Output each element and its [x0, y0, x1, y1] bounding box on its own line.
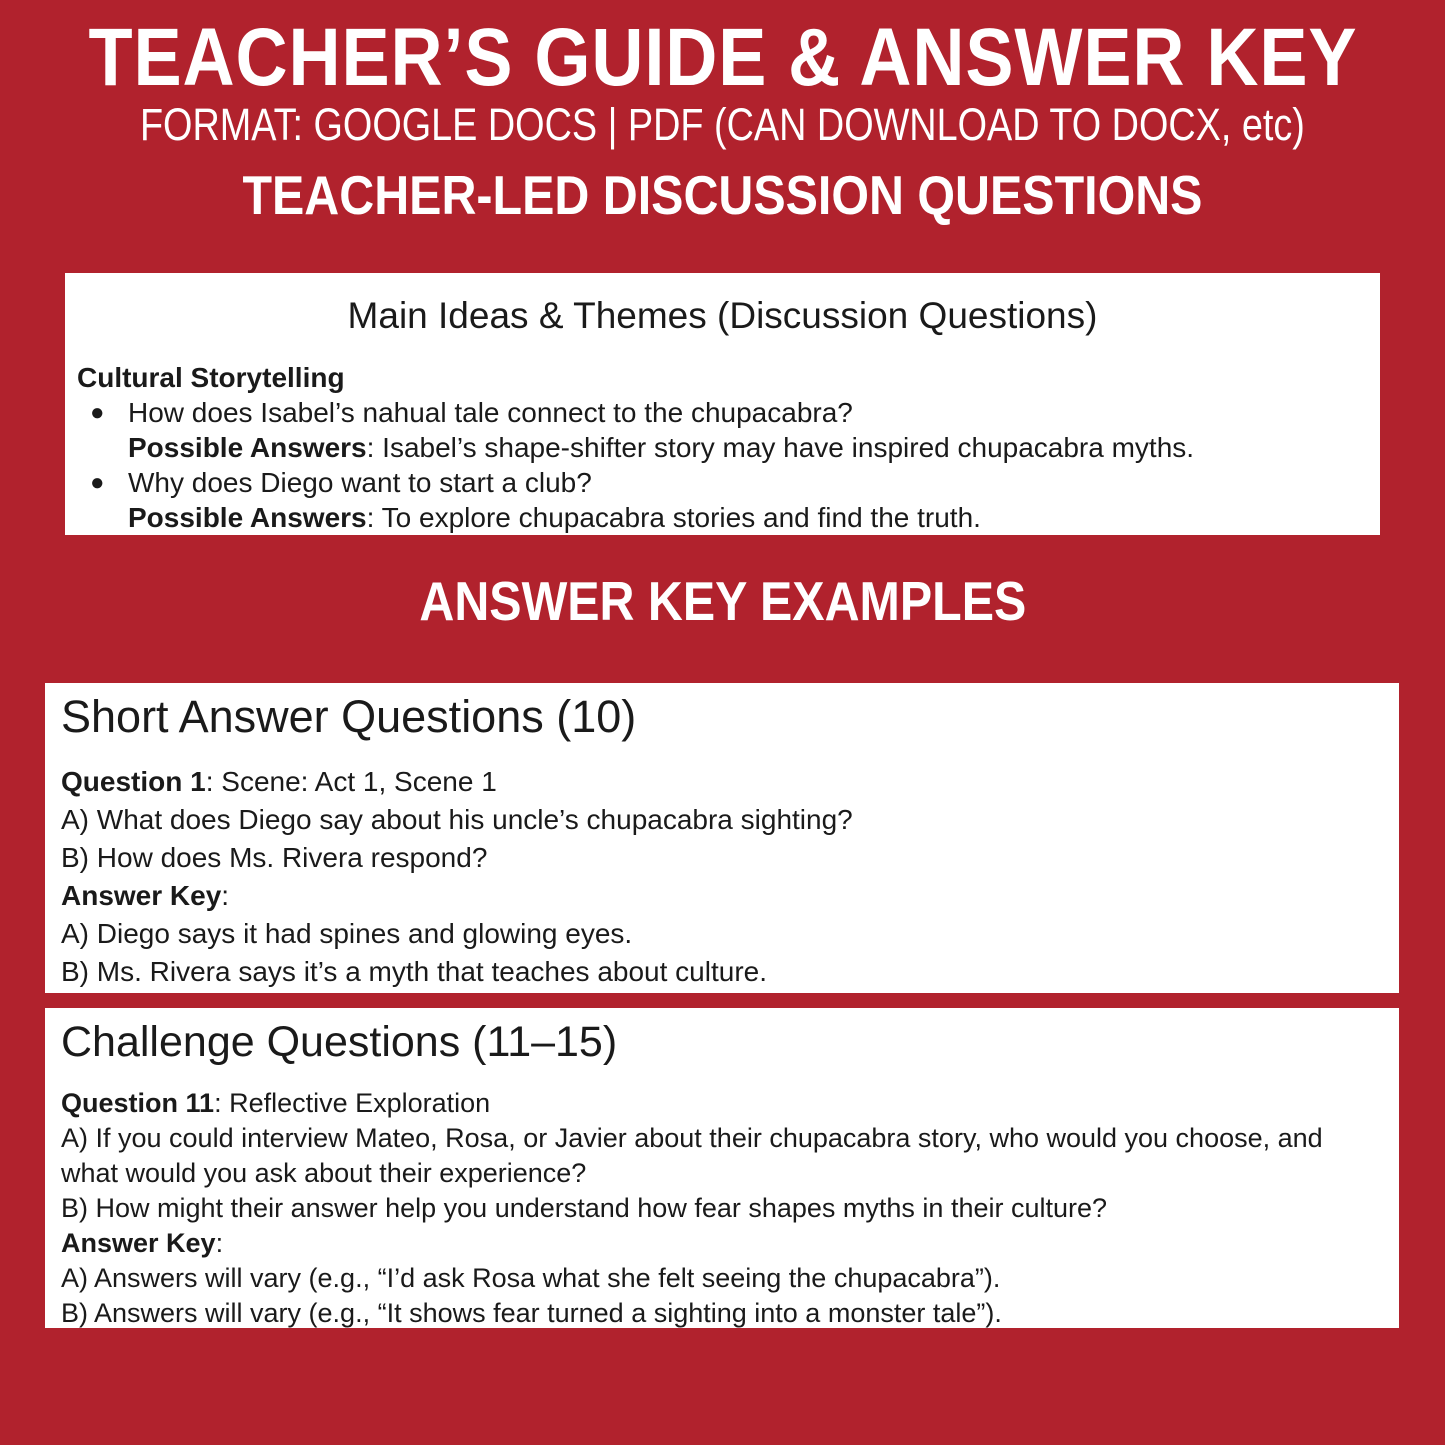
doc-line: [61, 1296, 1383, 1328]
format-subtitle: [0, 99, 1445, 150]
possible-answers-text-2: : To explore chupacabra stories and find the truth.: [366, 502, 981, 533]
doc-line-text: :: [221, 880, 230, 911]
doc-line-bold: Question 1: [61, 766, 206, 797]
doc-line: [61, 1261, 1383, 1296]
doc-line-text: B) Answers will vary (e.g., “It shows fear turned a sighting into a monster tale”).: [61, 1298, 1002, 1328]
doc-line: [61, 1086, 1383, 1121]
doc-line-text: :: [215, 1228, 224, 1258]
doc-line-text: : Reflective Exploration: [214, 1088, 491, 1118]
discussion-answer-2: [65, 500, 1380, 535]
doc-line-bold: Answer Key: [61, 880, 222, 911]
doc-line-text: A) What does Diego say about his uncle’s chupacabra sighting?: [61, 804, 853, 835]
doc-line: [61, 877, 1383, 915]
doc-line: [61, 763, 1383, 801]
discussion-topic: Cultural Storytelling: [77, 362, 345, 393]
doc-line: [61, 953, 1383, 991]
possible-answers-label-1: Possible Answers: [128, 432, 367, 463]
section-heading-discussion-text: TEACHER-LED DISCUSSION QUESTIONS: [242, 164, 1203, 226]
discussion-box-title: Main Ideas & Themes (Discussion Questions): [347, 295, 1098, 336]
doc-line-text: B) Ms. Rivera says it’s a myth that teaches about culture.: [61, 956, 768, 987]
doc-line: [61, 801, 1383, 839]
discussion-question-2: Why does Diego want to start a club?: [128, 467, 592, 498]
page-title-text: TEACHER’S GUIDE & ANSWER KEY: [88, 12, 1357, 103]
doc-line: [61, 839, 1383, 877]
doc-line: [61, 1191, 1383, 1226]
challenge-questions-box: [45, 1008, 1399, 1328]
discussion-questions-box: [65, 273, 1380, 535]
section-heading-answer-key-text: ANSWER KEY EXAMPLES: [419, 570, 1026, 632]
discussion-answer-1: [65, 430, 1380, 465]
short-answer-questions-box: [45, 683, 1399, 993]
doc-line: [61, 915, 1383, 953]
bullet-icon: ●: [90, 399, 105, 426]
discussion-question-1: How does Isabel’s nahual tale connect to the chupacabra?: [128, 397, 853, 428]
page-title: [0, 12, 1445, 103]
doc-line-text: B) How does Ms. Rivera respond?: [61, 842, 488, 873]
doc-line-text: A) If you could interview Mateo, Rosa, or Javier about their chupacabra story, who would you choose, and what would you ask about their experience?: [61, 1123, 1323, 1188]
short-answer-heading: Short Answer Questions (10): [61, 691, 637, 742]
discussion-bullet-2: [65, 465, 1380, 500]
doc-line-text: B) How might their answer help you understand how fear shapes myths in their culture?: [61, 1193, 1108, 1223]
doc-line: [61, 1226, 1383, 1261]
doc-line-text: A) Diego says it had spines and glowing eyes.: [61, 918, 633, 949]
challenge-heading: Challenge Questions (11–15): [61, 1018, 618, 1066]
doc-line-text: : Scene: Act 1, Scene 1: [205, 766, 497, 797]
format-subtitle-text: FORMAT: GOOGLE DOCS | PDF (CAN DOWNLOAD TO DOCX, etc): [140, 99, 1305, 150]
possible-answers-label-2: Possible Answers: [128, 502, 367, 533]
doc-line-bold: Question 11: [61, 1088, 215, 1118]
possible-answers-text-1: : Isabel’s shape-shifter story may have inspired chupacabra myths.: [366, 432, 1195, 463]
section-heading-answer-key: [0, 570, 1445, 632]
doc-line-bold: Answer Key: [61, 1228, 216, 1258]
bullet-icon: ●: [90, 469, 105, 496]
doc-line: [61, 1121, 1383, 1191]
doc-line-text: A) Answers will vary (e.g., “I’d ask Rosa what she felt seeing the chupacabra”).: [61, 1263, 1001, 1293]
discussion-bullet-1: [65, 395, 1380, 430]
section-heading-discussion: [0, 164, 1445, 226]
